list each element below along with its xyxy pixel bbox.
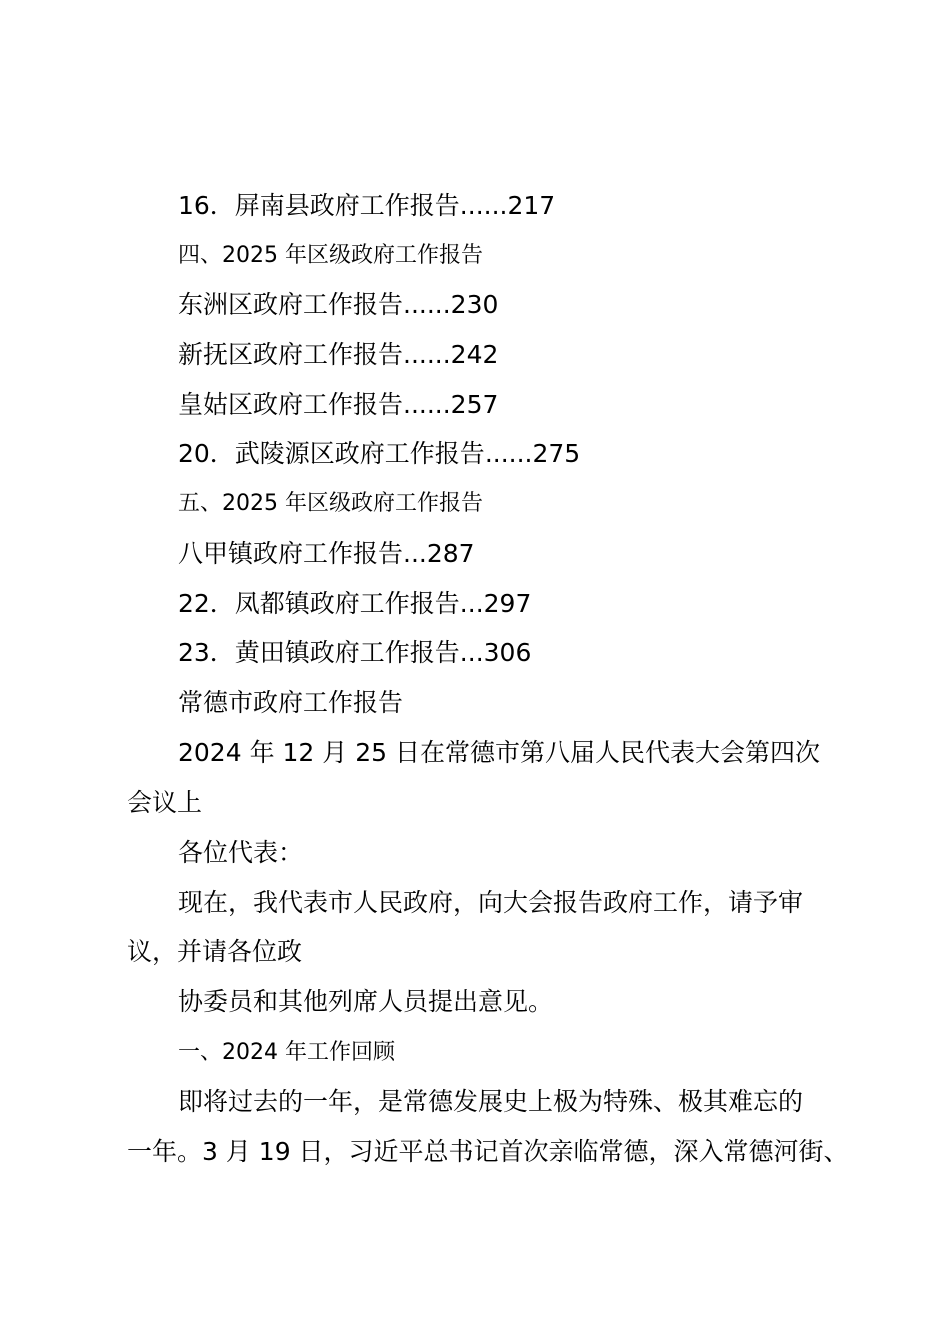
report-date-line-continued: 会议上: [127, 788, 203, 817]
paragraph-1-line-2: 议，并请各位政: [127, 937, 303, 966]
toc-item-20: 20．武陵源区政府工作报告......275: [178, 439, 581, 468]
report-date-line: 2024 年 12 月 25 日在常德市第八届人民代表大会第四次: [178, 738, 820, 767]
toc-item-xinfu: 新抚区政府工作报告......242: [178, 340, 499, 369]
paragraph-1-line-3: 协委员和其他列席人员提出意见。: [178, 987, 554, 1016]
report-title: 常德市政府工作报告: [178, 688, 404, 717]
paragraph-2-line-1: 即将过去的一年，是常德发展史上极为特殊、极其难忘的: [178, 1087, 804, 1116]
section-1-heading: 一、2024 年工作回顾: [178, 1040, 395, 1065]
toc-item-dongzhou: 东洲区政府工作报告......230: [178, 290, 499, 319]
salutation: 各位代表：: [178, 838, 304, 867]
toc-section-5-heading: 五、2025 年区级政府工作报告: [178, 491, 483, 516]
toc-item-16: 16．屏南县政府工作报告......217: [178, 191, 556, 220]
toc-item-huanggu: 皇姑区政府工作报告......257: [178, 390, 499, 419]
paragraph-2-line-2: 一年。3 月 19 日，习近平总书记首次亲临常德，深入常德河街、: [127, 1137, 849, 1166]
paragraph-1-line-1: 现在，我代表市人民政府，向大会报告政府工作，请予审: [178, 888, 804, 917]
toc-item-23: 23．黄田镇政府工作报告...306: [178, 638, 532, 667]
toc-section-4-heading: 四、2025 年区级政府工作报告: [178, 243, 483, 268]
toc-item-22: 22．凤都镇政府工作报告...297: [178, 589, 532, 618]
toc-item-bajia: 八甲镇政府工作报告...287: [178, 539, 475, 568]
